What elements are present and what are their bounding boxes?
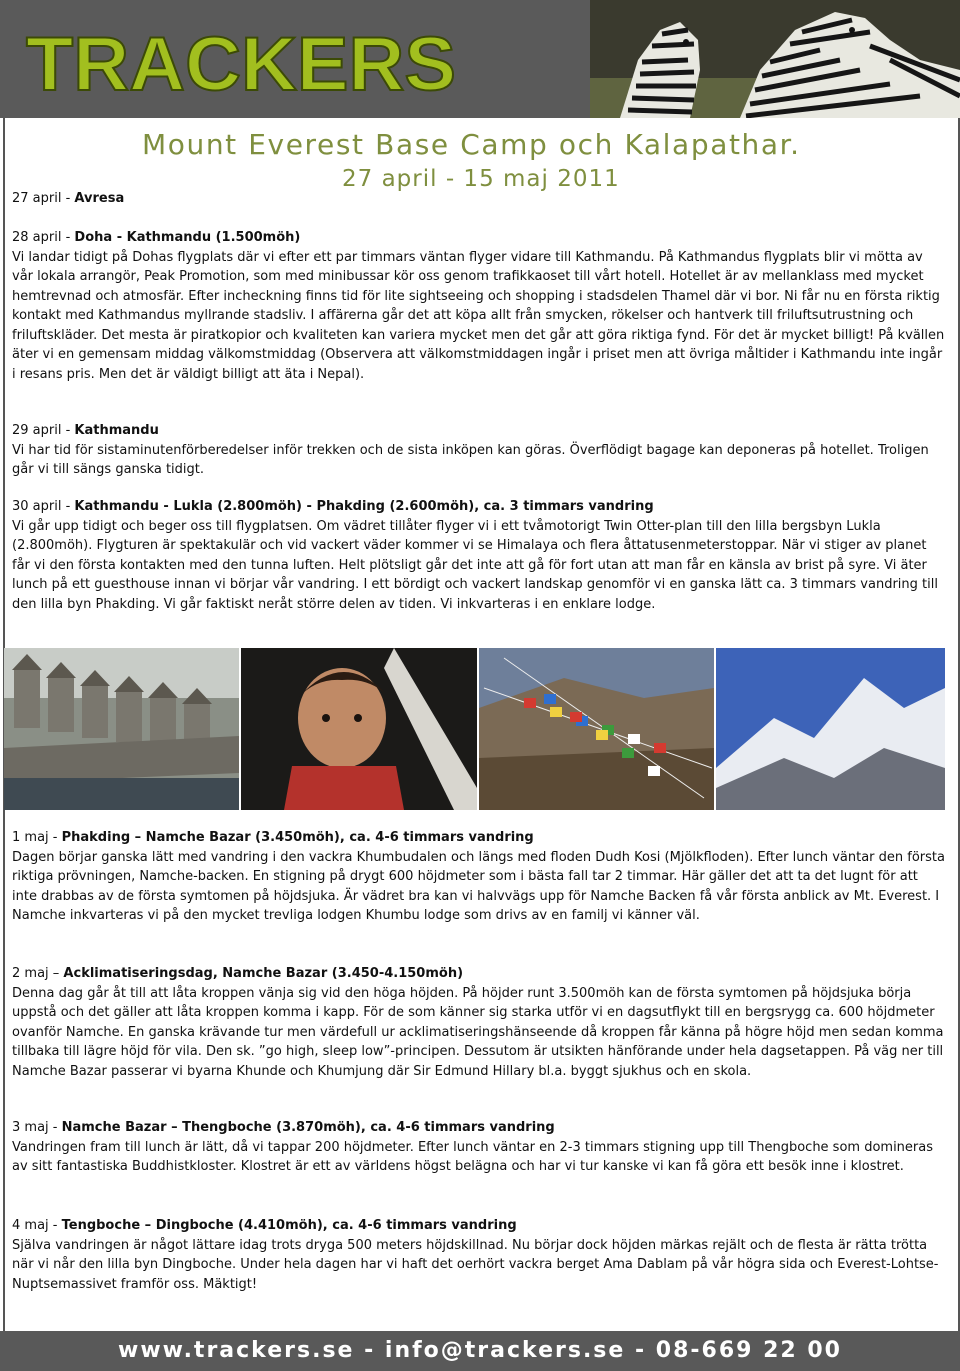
photo-strip <box>4 648 945 810</box>
day-body: Vi landar tidigt på Dohas flygplats där vi efter ett par timmars väntan flyger vidare till Kathmandu. På Kathmandus flygplats blir vi mötta av vår lokala arrangör, Peak Promotion, som med minibussar kör oss genom trafikkaoset till vårt hotell. Hotellet är av mellanklass med mycket hemtrevnad och atmosfär. Efter incheckning finns tid för lite sightseeing och shopping i stadsdelen Thamel där vi bor. Ni får nu en första riktig kontakt med Kathmandus myllrande stadsliv. I affärerna går det att köpa allt från smycken, rökelser och hantverk till friluftsutrustning och friluftskläder. Det mesta är piratkopior och kvaliteten kan variera mycket men det går att göra riktiga fynd. För det är mycket billigt! På kvällen äter vi en gemensam middag välkomstmiddag (Observera att välkomstmiddagen ingår i priset men att övriga måltider i Kathmandu inte ingår i resans pris. Men det är väldigt billigt att äta i Nepal). <box>12 249 945 382</box>
day-title: Phakding – Namche Bazar (3.450möh), ca. 4-6 timmars vandring <box>61 830 534 845</box>
day-date: 28 april - <box>12 230 75 245</box>
departure-line <box>12 191 124 206</box>
departure-label: Avresa <box>74 191 125 206</box>
day-section <box>12 421 946 480</box>
day-heading <box>12 828 946 848</box>
day-section <box>12 497 946 614</box>
page-subtitle: 27 april - 15 maj 2011 <box>342 166 620 192</box>
day-heading <box>12 1118 946 1138</box>
footer-contact: www.trackers.se - info@trackers.se - 08-669 22 00 <box>118 1338 842 1363</box>
departure-date: 27 april - <box>12 191 75 206</box>
zebra-photo <box>590 0 960 118</box>
day-body: Dagen börjar ganska lätt med vandring i den vackra Khumbudalen och längs med floden Dudh Kosi (Mjölkfloden). Efter lunch väntar den första riktiga prövningen, Namche-backen. En stigning på drygt 600 höjdmeter som i bästa fall tar 2 timmar. Här gäller det att ta det lugnt för att inte drabbas av de första symtomen på höjdsjuka. Är vädret bra kan vi halvvägs upp för Namche Backen få vår första anblick av Mt. Everest. I Namche inkvarteras vi på den mycket trevliga lodgen Khumbu lodge som drivs av en familj vi känner väl. <box>12 849 945 923</box>
day-body: Vi går upp tidigt och beger oss till flygplatsen. Om vädret tillåter flyger vi i ett tvåmotorigt Twin Otter-plan till den lilla bergsbyn Lukla (2.800möh). Flygturen är spektakulär och vid vackert väder kommer vi se Himalaya och flera åttatusenmeterstoppar. När vi stiger av planet får vi den första kontakten med den tunna luften. Helt plötsligt går det inte att gå för fort utan att man får en känsla av brist på syre. Vi äter lunch på ett guesthouse innan vi börjar vår vandring. I ett bördigt och vackert landskap genomför vi en ganska lätt ca. 3 timmars vandring till den lilla byn Phakding. Vi går faktiskt neråt större delen av tiden. Vi inkvarteras i en enklare lodge. <box>12 518 938 612</box>
day-date: 1 maj - <box>12 830 62 845</box>
day-date: 3 maj - <box>12 1120 62 1135</box>
day-title: Namche Bazar – Thengboche (3.870möh), ca. 4-6 timmars vandring <box>61 1120 555 1135</box>
day-title: Doha - Kathmandu (1.500möh) <box>74 230 301 245</box>
trackers-logo <box>22 24 462 104</box>
day-heading <box>12 497 946 517</box>
day-title: Kathmandu - Lukla (2.800möh) - Phakding (2.600möh), ca. 3 timmars vandring <box>74 499 654 514</box>
child-photo <box>241 648 477 810</box>
day-title: Kathmandu <box>74 423 159 438</box>
day-body: Vi har tid för sistaminutenförberedelser inför trekken och de sista inköpen kan göras. Överflödigt bagage kan deponeras på hotellet. Troligen går vi till sängs ganska tidigt. <box>12 442 929 477</box>
day-heading <box>12 964 946 984</box>
day-section <box>12 964 946 1081</box>
day-date: 2 maj – <box>12 966 64 981</box>
day-date: 4 maj - <box>12 1218 62 1233</box>
header-banner <box>0 0 960 118</box>
day-heading <box>12 421 946 441</box>
day-body: Själva vandringen är något lättare idag trots dryga 500 meters höjdskillnad. Nu börjar dock höjden märkas rejält och de flesta är rätta trötta när vi når den lilla byn Dingboche. Under hela dagen har vi haft det oerhört vackra berget Ama Dablam på vår högra sida och Everest-Lohtse-Nuptsemassivet framför oss. Mäktigt! <box>12 1237 939 1292</box>
day-section <box>12 228 946 384</box>
day-heading <box>12 1216 946 1236</box>
day-section <box>12 1118 946 1177</box>
day-date: 30 april - <box>12 499 75 514</box>
page-title: Mount Everest Base Camp och Kalapathar. <box>142 128 801 161</box>
logo-text: TRACKERS <box>26 24 456 104</box>
day-body: Vandringen fram till lunch är lätt, då vi tappar 200 höjdmeter. Efter lunch väntar en 2-3 timmars stigning upp till Thengboche som domineras av sitt fantastiska Buddhistkloster. Klostret är ett av världens högst belägna och har vi tur kanske vi kan få göra ett besök inne i klostret. <box>12 1139 934 1174</box>
temple-ghats-photo <box>4 648 239 810</box>
footer-bar <box>0 1331 960 1371</box>
day-section <box>12 1216 946 1294</box>
prayer-flags-photo <box>479 648 714 810</box>
day-heading <box>12 228 946 248</box>
day-title: Acklimatiseringsdag, Namche Bazar (3.450-4.150möh) <box>63 966 464 981</box>
day-date: 29 april - <box>12 423 75 438</box>
day-title: Tengboche – Dingboche (4.410möh), ca. 4-6 timmars vandring <box>61 1218 517 1233</box>
everest-photo <box>716 648 945 810</box>
day-body: Denna dag går åt till att låta kroppen vänja sig vid den höga höjden. På höjder runt 3.500möh kan de första symtomen på höjdsjuka börja uppstå och det gäller att låta kroppen komma i kapp. För de som känner sig starka utför vi en dagsutflykt till en bergsrygg ca. 600 höjdmeter ovanför Namche. En ganska krävande tur men värdefull ur acklimatiseringshänseende då kroppen får känna på högre höjd men sedan komma tillbaka till lägre höjd för vila. Den sk. ”go high, sleep low”-principen. Dessutom är utsikten hänförande under hela dagsetappen. På väg ner till Namche Bazar passerar vi byarna Khunde och Khumjung där Sir Edmund Hillary bl.a. byggt sjukhus och en skola. <box>12 985 944 1079</box>
day-section <box>12 828 946 926</box>
